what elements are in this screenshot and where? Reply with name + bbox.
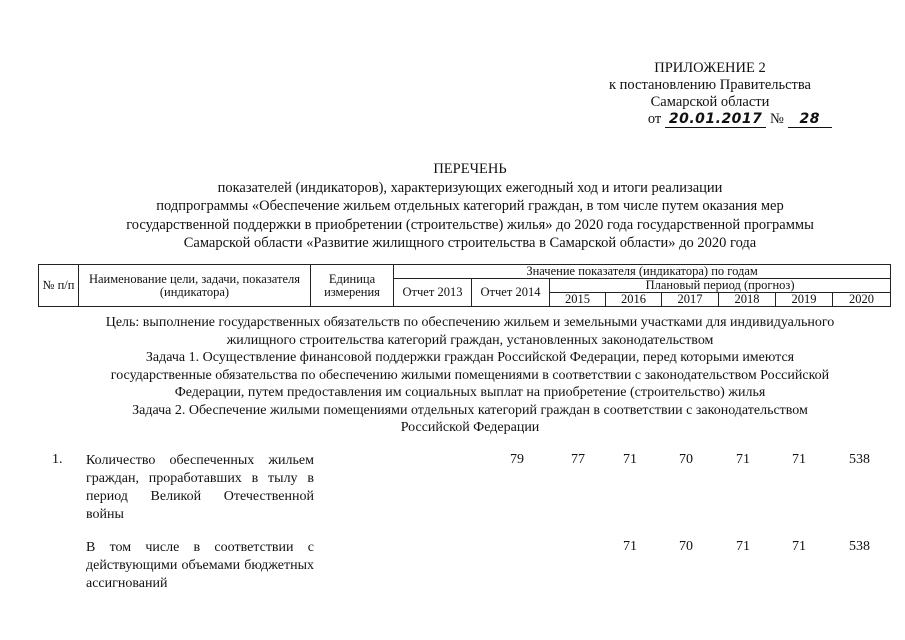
goal-and-tasks: [40, 314, 900, 437]
value-2016: 70: [679, 452, 693, 467]
handwritten-number: 28: [788, 111, 832, 128]
row-indicator-text: В том числе в соответствии с действующими объемами бюджетных ассигнований: [86, 540, 314, 591]
task-line: Российской Федерации: [400, 420, 540, 435]
value-2013: 79: [510, 452, 524, 467]
header-planned: Плановый период (прогноз): [550, 279, 891, 293]
value-2017: 71: [736, 539, 750, 554]
appendix-title: ПРИЛОЖЕНИЕ 2: [654, 60, 766, 76]
header-year: 2019: [776, 293, 833, 307]
header-report-2013: Отчет 2013: [394, 279, 472, 307]
date-prefix: от: [647, 111, 662, 127]
value-2015: 71: [623, 539, 637, 554]
value-2016: 70: [679, 539, 693, 554]
value-2019-2020: 538: [849, 452, 870, 467]
task-line: государственные обязательства по обеспечению жилыми помещениями в соответствии с законодательством Российской: [110, 367, 830, 383]
value-2019-2020: 538: [849, 539, 870, 554]
title-line: показателей (индикаторов), характеризующих ежегодный ход и итоги реализации: [217, 179, 723, 196]
value-2018: 71: [792, 539, 806, 554]
goal-line: Цель: выполнение государственных обязательств по обеспечению жильем и земельными участками для индивидуального: [105, 315, 835, 330]
title-line: Самарской области «Развитие жилищного строительства в Самарской области» до 2020 года: [183, 235, 757, 251]
task-line: Задача 2. Обеспечение жилыми помещениями отдельных категорий граждан в соответствии с законодательством: [132, 402, 808, 418]
value-2014: 77: [571, 452, 585, 467]
title-line: подпрограммы «Обеспечение жильем отдельных категорий граждан, в том числе путем оказания мер: [156, 198, 784, 214]
handwritten-date: 20.01.2017: [665, 111, 767, 128]
appendix-block: [560, 60, 860, 128]
header-year: 2018: [719, 293, 776, 307]
appendix-line-1: к постановлению Правительства: [609, 77, 811, 93]
value-2018: 71: [792, 452, 806, 467]
header-num: № п/п: [39, 265, 79, 307]
appendix-line-2: Самарской области: [650, 94, 770, 110]
indicator-table-header: [38, 264, 891, 307]
header-year: 2015: [550, 293, 606, 307]
task-line: Задача 1. Осуществление финансовой поддержки граждан Российской Федерации, перед которыми имеются: [145, 350, 795, 365]
header-year: 2017: [662, 293, 719, 307]
header-year: 2020: [833, 293, 891, 307]
row-number: 1.: [52, 452, 63, 467]
header-year: 2016: [606, 293, 662, 307]
value-2017: 71: [736, 452, 750, 467]
header-name: Наименование цели, задачи, показателя (индикатора): [79, 265, 311, 307]
header-report-2014: Отчет 2014: [472, 279, 550, 307]
document-title: [40, 160, 900, 253]
header-unit: Единица измерения: [311, 265, 394, 307]
title-heading: ПЕРЕЧЕНЬ: [433, 161, 507, 177]
number-prefix: №: [770, 111, 784, 127]
header-values: Значение показателя (индикатора) по годам: [394, 265, 891, 279]
appendix-date-line: [560, 111, 860, 128]
value-2015: 71: [623, 452, 637, 467]
goal-line: жилищного строительства категорий граждан, установленных законодательством: [226, 332, 714, 348]
title-line: государственной поддержки в приобретении (строительстве) жилья» до 2020 года государственной программы: [126, 216, 814, 233]
row-indicator-text: Количество обеспеченных жильем граждан, проработавших в тылу в период Великой Отечественной войны: [86, 453, 314, 522]
task-line: Федерации, путем предоставления им социальных выплат на приобретение (строительство) жилья: [174, 385, 766, 400]
